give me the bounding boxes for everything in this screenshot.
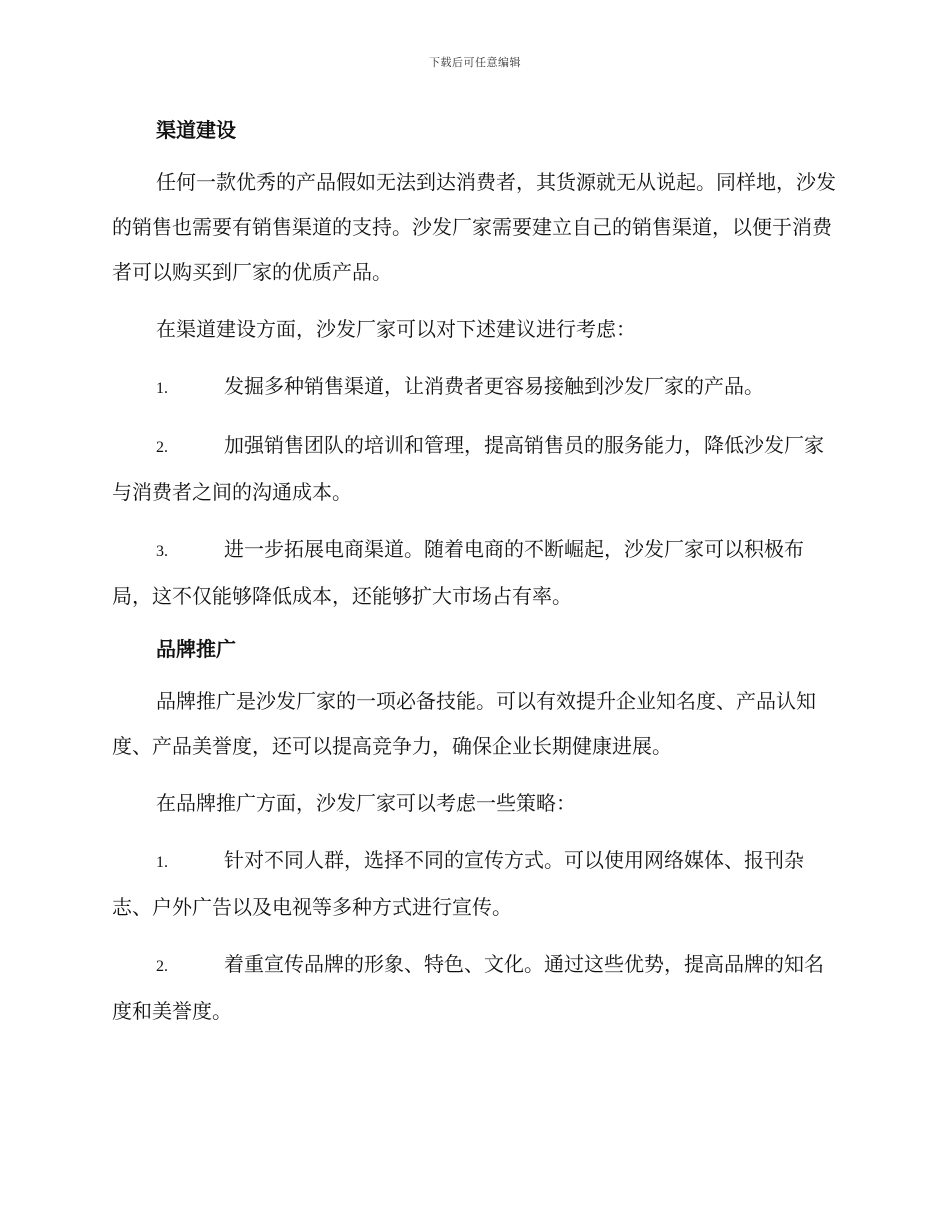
list-item-text: 着重宣传品牌的形象、特色、文化。通过这些优势，提高品牌的知名度和美誉度。: [112, 952, 824, 1023]
list-item-text: 针对不同人群，选择不同的宣传方式。可以使用网络媒体、报刊杂志、户外广告以及电视等多种方式进行宣传。: [112, 848, 804, 919]
list-item: [112, 838, 837, 930]
list-item-number: 2.: [156, 958, 168, 975]
list-item-number: 1.: [156, 854, 168, 871]
list-item: [112, 423, 837, 515]
list-item: [112, 942, 837, 1034]
page-header: 下载后可任意编辑: [429, 56, 521, 69]
section-heading-channel: 渠道建设: [156, 118, 236, 142]
list-item-number: 1.: [156, 380, 168, 397]
section-lead-brand: 在品牌推广方面，沙发厂家可以考虑一些策略：: [156, 791, 576, 815]
list-item: [112, 527, 837, 619]
section-lead-channel: 在渠道建设方面，沙发厂家可以对下述建议进行考虑：: [156, 317, 636, 341]
list-item-text: 加强销售团队的培训和管理，提高销售员的服务能力，降低沙发厂家与消费者之间的沟通成本。: [112, 433, 824, 504]
section-heading-brand: 品牌推广: [156, 637, 236, 661]
list-item-text: 发掘多种销售渠道，让消费者更容易接触到沙发厂家的产品。: [224, 374, 764, 398]
document-body: [112, 112, 837, 1034]
list-item-text: 进一步拓展电商渠道。随着电商的不断崛起，沙发厂家可以积极布局，这不仅能够降低成本，还能够扩大市场占有率。: [112, 537, 804, 608]
list-item-number: 2.: [156, 439, 168, 456]
list-item-number: 3.: [156, 543, 168, 560]
section-intro-channel: 任何一款优秀的产品假如无法到达消费者，其货源就无从说起。同样地，沙发的销售也需要有销售渠道的支持。沙发厂家需要建立自己的销售渠道，以便于消费者可以购买到厂家的优质产品。: [112, 170, 836, 284]
section-intro-brand: 品牌推广是沙发厂家的一项必备技能。可以有效提升企业知名度、产品认知度、产品美誉度，还可以提高竞争力，确保企业长期健康进展。: [112, 689, 816, 758]
list-item: [112, 364, 837, 411]
